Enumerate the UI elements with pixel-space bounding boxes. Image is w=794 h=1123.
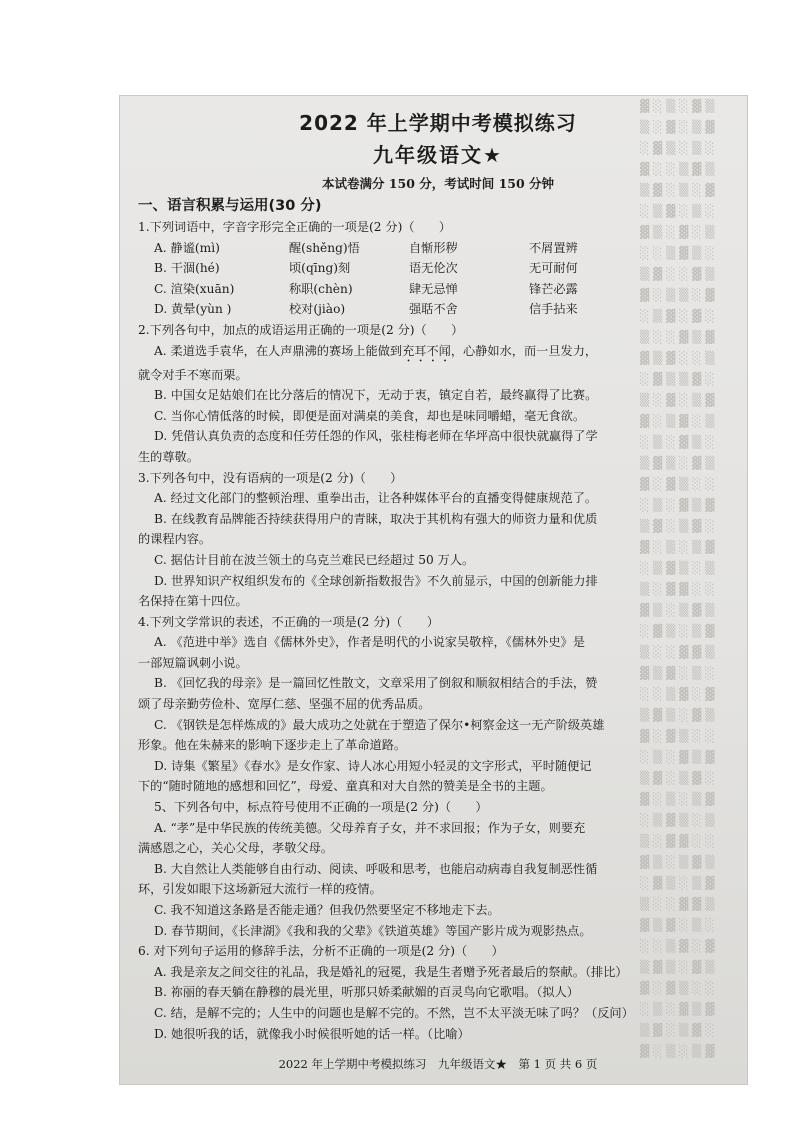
question-4-option-b: B. 《回忆我的母亲》是一篇回忆性散文，文章采用了倒叙和顺叙相结合的手法，赞 (154, 676, 598, 691)
page-footer: 2022 年上学期中考模拟练习 九年级语文★ 第 1 页 共 6 页 (278, 1057, 598, 1071)
question-1-stem: 1.下列词语中，字音字形完全正确的一项是(2 分)（ ） (138, 220, 452, 234)
question-3-option-b-cont: 的课程内容。 (138, 532, 212, 547)
question-6-option-d: D. 她很听我的话，就像我小时候很听她的话一样。（比喻） (154, 1026, 470, 1041)
question-6-stem: 6. 对下列句子运用的修辞手法，分析不正确的一项是(2 分)（ ） (138, 944, 504, 959)
question-4-option-a-cont: 一部短篇讽刺小说。 (138, 655, 248, 670)
question-2-stem: 2.下列各句中，加点的成语运用正确的一项是(2 分)（ ） (138, 322, 464, 337)
option-cell: 自惭形秽 (409, 240, 458, 255)
question-5-option-c: C. 我不知道这条路是否能走通？但我仍然要坚定不移地走下去。 (154, 903, 500, 917)
option-cell: 不屑置辨 (529, 240, 578, 255)
question-2-option-a-cont: 就令对手不寒而栗。 (138, 367, 248, 382)
question-1-option-row (138, 279, 738, 300)
question-5-stem: 5、下列各句中，标点符号使用不正确的一项是(2 分)（ ） (154, 800, 488, 815)
section-heading: 一、语言积累与运用(30 分) (138, 198, 322, 214)
option-cell: 醒(shěng)悟 (289, 240, 360, 255)
option-cell: 信手拈来 (529, 302, 578, 317)
exam-subtitle: 九年级语文★ (373, 143, 503, 167)
option-text: A. 柔道选手袁华，在人声鼎沸的赛场上能做到 (154, 343, 403, 358)
question-4-option-a: A. 《范进中举》选自《儒林外史》，作者是明代的小说家吴敬梓，《儒林外史》是 (154, 635, 585, 650)
option-cell: 无可耐何 (529, 261, 578, 276)
exam-title: 2022 年上学期中考模拟练习 (299, 111, 577, 135)
question-2-option-d-cont: 生的尊敬。 (138, 449, 199, 464)
option-cell: B. 干涸(hé) (154, 261, 220, 276)
option-text: ，心静如水，而一旦发力， (450, 343, 598, 358)
option-cell: 锋芒必露 (529, 281, 578, 296)
question-3-option-b: B. 在线教育品牌能否持续获得用户的青睐，取决于其机构有强大的师资力量和优质 (154, 511, 598, 526)
option-cell: 语无伦次 (409, 261, 458, 276)
question-3-option-a: A. 经过文化部门的整顿治理、重拳出击，让各种媒体平台的直播变得健康规范了。 (154, 491, 598, 506)
question-4-option-b-cont: 颂了母亲勤劳俭朴、宽厚仁慈、坚强不屈的优秀品质。 (138, 697, 431, 712)
question-1-option-row (138, 238, 738, 259)
question-4-stem: 4.下列文学常识的表述，不正确的一项是(2 分)（ ） (138, 614, 439, 629)
question-2-option-a (138, 341, 738, 365)
question-4-option-c: C. 《钢铁是怎样炼成的》最大成功之处就在于塑造了保尔•柯察金这一无产阶级英雄 (154, 717, 605, 732)
question-4-option-d: D. 诗集《繁星》《春水》是女作家、诗人冰心用短小轻灵的文字形式，平时随便记 (154, 758, 592, 773)
question-5-option-d: D. 春节期间，《长津湖》《我和我的父辈》《铁道英雄》等国产影片成为观影热点。 (154, 923, 592, 938)
dotted-idiom: 充耳不闻 (402, 343, 451, 358)
question-1-option-row (138, 258, 738, 279)
question-6-option-a: A. 我是亲友之间交往的礼品，我是婚礼的冠冕，我是生者赠予死者最后的祭献。（排比） (154, 964, 628, 979)
question-5-option-a-cont: 满感恩之心，关心父母，孝敬父母。 (138, 841, 333, 856)
option-cell: 顷(qīng)刻 (289, 261, 351, 276)
question-3-option-c: C. 据估计目前在波兰领土的乌克兰难民已经超过 50 万人。 (154, 552, 475, 567)
bleed-through-text: ▓ ░ ▒ ░ ▓ ▒ ▒ ░ ▓ ░ ▒ ▓ ░ ▓ ▒ ░ ▒ ░ ▓ ░ ░ ▒ ▓ ▒ ▒ ▓ ░ ▒ ░ ▓ ░ ▒ ▓ ░ ▒ ░ ▓ ▒ ░ ▓ ░ ▒ ░ ░ ▒ ▓ ▒ ░ ▒ ▓ ░ ░ ▓ ▒ ▓ ░ ▒ ▒ ░ ▓ ░ ▒ ▓ ░ ▓ ░ ▒ ░ ░ ▓ ▒ ▓ ▓ ▒ ▓ ░ ░ ▒ ░ ▓ ▒ ▒ ▓ ░ ▒ ░ ▓ ░ ▒ ▓ ▓ ░ ▒ ▓ ░ ▒ ░ ▒ ░ ▓ ▒ ░ ▒ ▓ ▒ ░ ▓ ▒ ▓ ░ ▓ ▒ ░ ░ ░ ▒ ░ ▓ ▒ ▓ ▒ ▓ ░ ▒ ▓ ░ ▓ ░ ▒ ░ ▒ ▓ ░ ▒ ▓ ▒ ░ ▒ ▒ ░ ▓ ▓ ░ ░ ▓ ▒ ░ ▒ ▓ ▒ ░ ▓ ▒ ░ ▒ ▓ ▒ ░ ░ ▓ ▓ ▒ ▓ ▒ ▓ ░ ▒ ░ ░ ░ ▒ ▓ ░ ▓ ▒ ▓ ▒ ░ ▓ ▒ ▓ ░ ▓ ▒ ░ ░ ░ ▒ ░ ▓ ▒ ▓ ▒ ▓ ░ ▒ ▓ ░ ▓ ░ ▒ ░ ▒ ▓ ░ ▒ ▓ ▒ ░ ▒ ▒ ░ ▓ ▓ ░ ░ ▓ ▒ ░ ▒ ▓ ▒ ░ ▓ ▒ ░ ▒ ▓ ▒ ░ ░ ▓ ▓ ▒ ▓ ▒ ▓ ░ ▒ ░ ░ ░ ▒ ▓ ░ ▓ ▒ ▓ ▒ ░ ▓ ▒ ▓ ░ ▓ ▒ ░ ░ ░ ▒ ░ ▓ ▒ ▓ ▒ ▓ ░ ▒ ▓ ░ ▓ ░ ▒ ░ ▒ ▓ (640, 99, 715, 1058)
option-cell: 肆无忌惮 (409, 281, 458, 296)
question-5-option-a: A. “孝”是中华民族的传统美德。父母养育子女，并不求回报；作为子女，则要充 (154, 820, 586, 835)
question-4-option-d-cont: 下的“随时随地的感想和回忆”，母爱、童真和对大自然的赞美是全书的主题。 (138, 779, 553, 794)
exam-info: 本试卷满分 150 分，考试时间 150 分钟 (321, 176, 555, 191)
question-2-option-c: C. 当你心情低落的时候，即便是面对满桌的美食，却也是味同嚼蜡，毫无食欲。 (154, 408, 586, 423)
question-6-option-b: B. 祢丽的春天躺在静穆的晨光里，听那只娇柔献媚的百灵鸟向它歌唱。（拟人） (154, 985, 579, 1000)
option-cell: A. 静谧(mì) (154, 240, 220, 255)
question-4-option-c-cont: 形象。他在朱赫来的影响下逐步走上了革命道路。 (138, 738, 407, 753)
exam-page (138, 108, 738, 1071)
question-3-stem: 3.下列各句中，没有语病的一项是(2 分)（ ） (138, 470, 403, 485)
question-3-option-d: D. 世界知识产权组织发布的《全球创新指数报告》不久前显示，中国的创新能力排 (154, 573, 598, 588)
option-cell: 校对(jiào) (289, 302, 346, 317)
option-cell: C. 渲染(xuān) (154, 281, 235, 296)
scanned-exam-photo (120, 96, 747, 1084)
question-1-option-row (138, 299, 738, 320)
question-2-option-d: D. 凭借认真负责的态度和任劳任怨的作风，张桂梅老师在华坪高中很快就赢得了学 (154, 429, 598, 444)
question-3-option-d-cont: 名保持在第十四位。 (138, 594, 248, 609)
option-cell: D. 黄晕(yùn ) (154, 302, 232, 317)
question-5-option-b-cont: 环，引发如眼下这场新冠大流行一样的疫情。 (138, 882, 382, 897)
question-6-option-c: C. 结，是解不完的；人生中的问题也是解不完的。不然，岂不太平淡无味了吗？（反问） (154, 1005, 634, 1020)
option-cell: 称职(chèn) (289, 281, 353, 296)
option-cell: 强聒不舍 (409, 302, 458, 317)
question-5-option-b: B. 大自然让人类能够自由行动、阅读、呼吸和思考，也能启动病毒自我复制恶性循 (154, 861, 598, 876)
question-2-option-b: B. 中国女足姑娘们在比分落后的情况下，无动于衷，镇定自若，最终赢得了比赛。 (154, 388, 598, 403)
